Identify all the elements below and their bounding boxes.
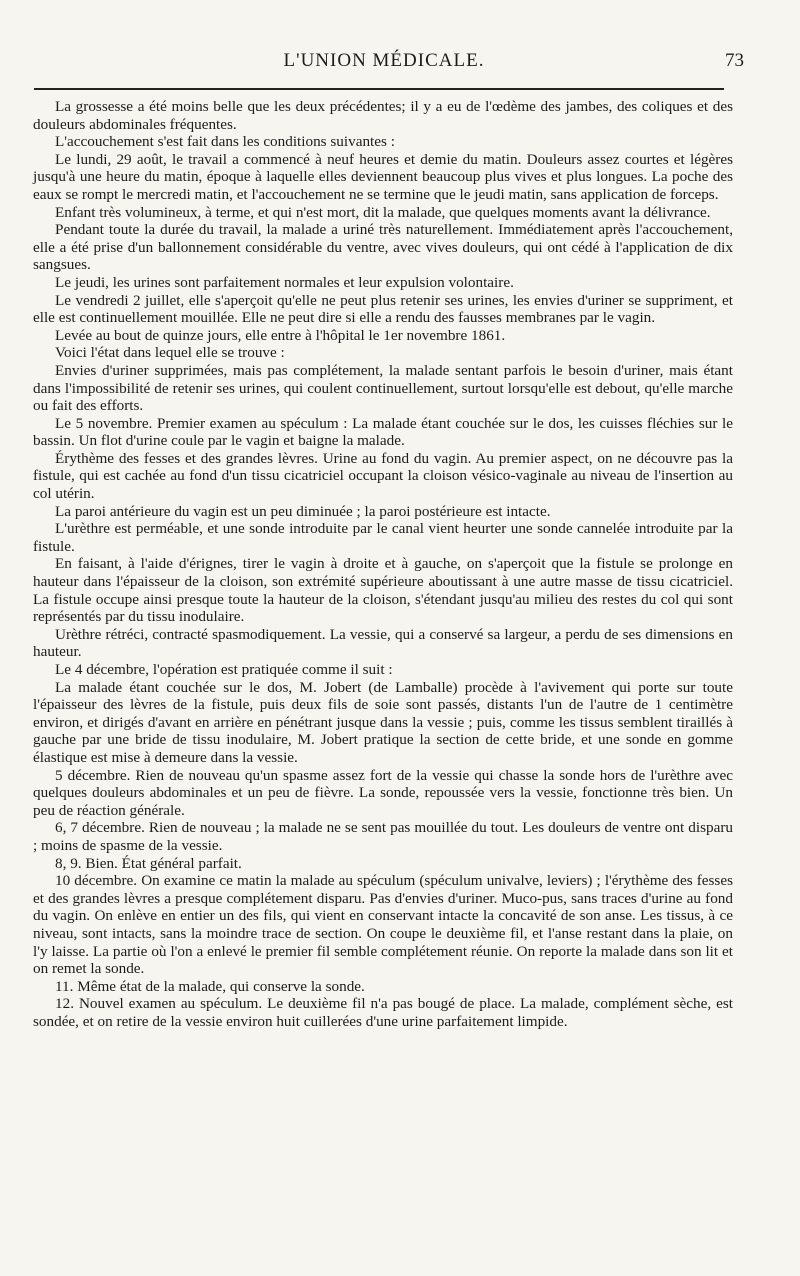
paragraph: Voici l'état dans lequel elle se trouve : — [55, 344, 285, 362]
paragraph: Enfant très volumineux, à terme, et qui n'est mort, dit la malade, que quelques moments avant la délivrance. — [55, 203, 711, 221]
paragraph: Envies d'uriner supprimées, mais pas complétement, la malade sentant parfois le besoin d'uriner, mais étant dans l'impossibilité de retenir ses urines, qui coulent continuellement, surtout lorsqu'elle est debout, qu'elle marche ou fait des efforts. — [33, 361, 733, 415]
journal-title: L'UNION MÉDICALE. — [283, 50, 485, 71]
running-header — [34, 48, 744, 78]
paragraph: En faisant, à l'aide d'érignes, tirer le vagin à droite et à gauche, on s'aperçoit que la fistule se prolonge en hauteur dans l'épaisseur de la cloison, son extrémité supérieure aboutissant à une autre masse de tissu cicatriciel. La fistule occupe ainsi presque toute la hauteur de la cloison, s'étendant jusqu'au milieu des restes du col qui sont représentés par du tissu inodulaire. — [33, 555, 733, 626]
header-rule — [34, 88, 724, 90]
paragraph: La malade étant couchée sur le dos, M. Jobert (de Lamballe) procède à l'avivement qui porte sur toute l'épaisseur des lèvres de la fistule, puis deux fils de soie sont passés, distants l'un de l'autre de 1 centimètre environ, et dirigés d'avant en arrière en pénétrant jusque dans la vessie ; puis, comme les tissus semblent tiraillés à gauche par une bride de tissu inodulaire, M. Jobert pratique la section de cette bride, et une sonde en gomme élastique est mise à demeure dans la vessie. — [33, 678, 733, 766]
paragraph: Levée au bout de quinze jours, elle entre à l'hôpital le 1er novembre 1861. — [55, 326, 506, 344]
paragraph: Le jeudi, les urines sont parfaitement normales et leur expulsion volontaire. — [55, 273, 514, 291]
paragraph: Le 4 décembre, l'opération est pratiquée comme il suit : — [55, 661, 393, 678]
paragraph: Pendant toute la durée du travail, la malade a uriné très naturellement. Immédiatement après l'accouchement, elle a été prise d'un ballonnement considérable du ventre, avec vives douleurs, qui ont cédé à l'application de dix sangsues. — [33, 221, 733, 274]
paragraph: Le lundi, 29 août, le travail a commencé à neuf heures et demie du matin. Douleurs assez courtes et légères jusqu'à une heure du matin, époque à laquelle elles deviennent beaucoup plus vives et plus longues. La poche des eaux se rompt le mercredi matin, et l'accouchement ne se termine que le jeudi matin, sans application de forceps. — [33, 150, 733, 203]
paragraph: L'accouchement s'est fait dans les conditions suivantes : — [55, 133, 395, 151]
paragraph: 6, 7 décembre. Rien de nouveau ; la malade ne se sent pas mouillée du tout. Les douleurs de ventre ont disparu ; moins de spasme de la vessie. — [33, 819, 733, 854]
paragraph: Le vendredi 2 juillet, elle s'aperçoit qu'elle ne peut plus retenir ses urines, les envies d'uriner se suppriment, et elle est continuellement mouillée. Elle ne peut dire si elle a rendu des fausses membranes par le vagin. — [33, 291, 733, 327]
paragraph: Érythème des fesses et des grandes lèvres. Urine au fond du vagin. Au premier aspect, on ne découvre pas la fistule, qui est cachée au fond d'un tissu cicatriciel occupant la cloison vésico-vaginale au niveau de l'insertion au col utérin. — [33, 449, 733, 503]
paragraph: L'urèthre est perméable, et une sonde introduite par le canal vient heurter une sonde cannelée introduite par la fistule. — [33, 520, 733, 555]
paragraph: 5 décembre. Rien de nouveau qu'un spasme assez fort de la vessie qui chasse la sonde hors de l'urèthre avec quelques douleurs abdominales et un peu de fièvre. La sonde, repoussée vers la vessie, fonctionne très bien. Un peu de réaction générale. — [33, 766, 733, 819]
paragraph: La grossesse a été moins belle que les deux précédentes; il y a eu de l'œdème des jambes, des coliques et des douleurs abdominales fréquentes. — [33, 98, 733, 133]
paragraph: Le 5 novembre. Premier examen au spéculum : La malade étant couchée sur le dos, les cuisses fléchies sur le bassin. Un flot d'urine coule par le vagin et baigne la malade. — [33, 414, 733, 450]
paragraph: La paroi antérieure du vagin est un peu diminuée ; la paroi postérieure est intacte. — [55, 502, 551, 520]
paragraph: 11. Même état de la malade, qui conserve la sonde. — [55, 977, 365, 995]
paragraph: Urèthre rétréci, contracté spasmodiquement. La vessie, qui a conservé sa largeur, a perdu de ses dimensions en hauteur. — [33, 625, 733, 661]
article-body — [33, 98, 733, 1030]
paragraph: 10 décembre. On examine ce matin la malade au spéculum (spéculum univalve, leviers) ; l'érythème des fesses et des grandes lèvres a presque complétement disparu. Pas d'envies d'uriner. Muco-pus, sans traces d'urine au fond du vagin. On enlève en entier un des fils, qui vient en conservant intacte la concavité de son anse. Les tissus, à ce niveau, sont intacts, sans la moindre trace de section. On coupe le deuxième fil, et l'anse restant dans la plaie, on l'y laisse. La partie où l'on a enlevé le premier fil semble complétement réunie. On reporte la malade dans son lit et on remet la sonde. — [33, 872, 733, 978]
paragraph: 12. Nouvel examen au spéculum. Le deuxième fil n'a pas bougé de place. La malade, complément sèche, est sondée, et on retire de la vessie environ huit cuillerées d'une urine parfaitement limpide. — [33, 995, 733, 1030]
paragraph: 8, 9. Bien. État général parfait. — [55, 854, 242, 872]
page-number: 73 — [725, 50, 744, 71]
